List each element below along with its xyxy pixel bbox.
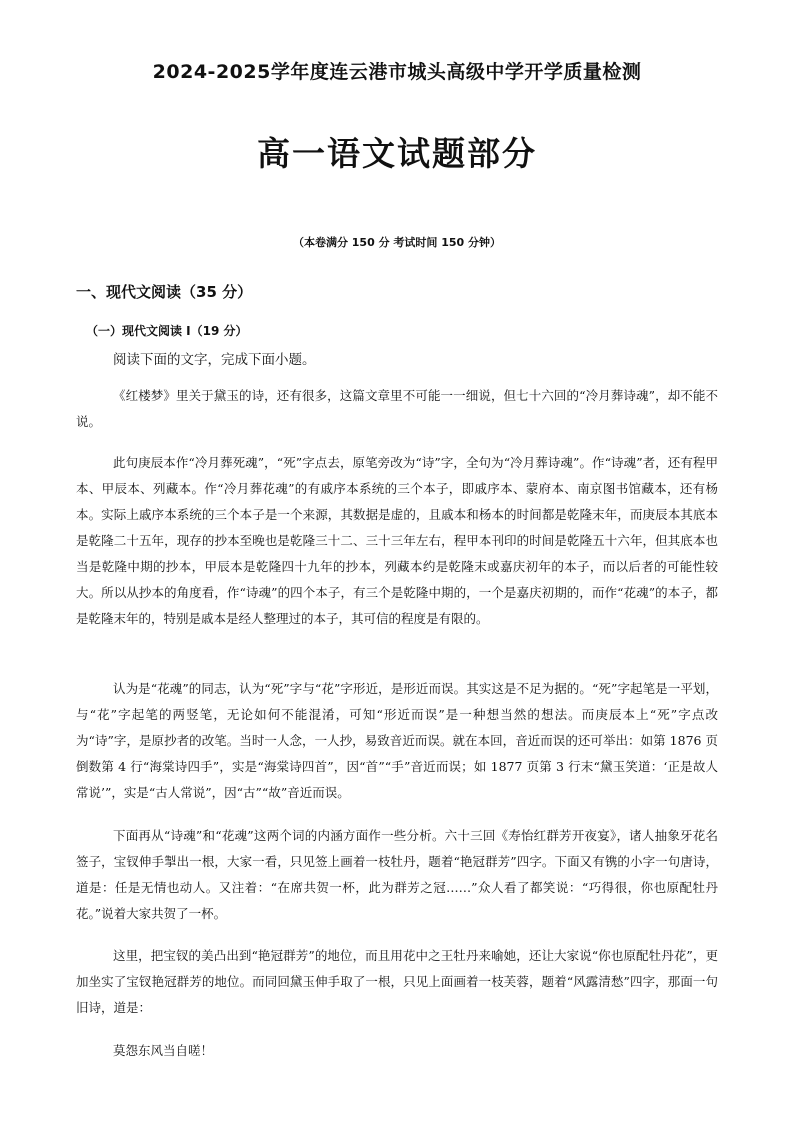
reading-instruction: 阅读下面的文字，完成下面小题。 [113, 352, 316, 368]
passage-paragraph-2: 此句庚辰本作“冷月葬死魂”，“死”字点去，原笔旁改为“诗”字，全句为“冷月葬诗魂”。作“诗魂”者，还有程甲本、甲辰本、列藏本。作“冷月葬花魂”的有戚序本系统的三个本子，即戚序本、蒙府本、南京图书馆藏本，还有杨本。实际上戚序本系统的三个本子是一个来源，其数据是虚的，且戚本和杨本的时间都是乾隆末年，而庚辰本其底本是乾隆二十五年，现存的抄本至晚也是乾隆三十二、三十三年左右，程甲本刊印的时间是乾隆五十六年，但其底本也当是乾隆中期的抄本，甲辰本是乾隆四十九年的抄本，列藏本约是乾隆末或嘉庆初年的本子，而以后者的可能性较大。所以从抄本的角度看，作“诗魂”的四个本子，有三个是乾隆中期的，一个是嘉庆初期的，而作“花魂”的本子，都是乾隆末年的，特别是戚本是经人整理过的本子，其可信的程度是有限的。 [76, 455, 718, 626]
exam-header: 2024-2025学年度连云港市城头高级中学开学质量检测 [152, 61, 642, 83]
exam-note: （本卷满分 150 分 考试时间 150 分钟） [292, 236, 502, 249]
poem-line: 莫怨东风当自嗟！ [113, 1043, 214, 1058]
page-title: 高一语文试题部分 [257, 134, 537, 173]
passage-paragraph-4: 下面再从“诗魂”和“花魂”这两个词的内涵方面作一些分析。六十三回《寿怡红群芳开夜宴》，诸人抽象牙花名签子，宝钗伸手掣出一根，大家一看，只见签上画着一枝牡丹，题着“艳冠群芳”四字。下面又有镌的小字一句唐诗，道是：任是无情也动人。又注着：“在席共贺一杯，此为群芳之冠……”众人看了都笑说：“巧得很，你也原配牡丹花。”说着大家共贺了一杯。 [76, 828, 718, 921]
passage-paragraph-3: 认为是“花魂”的同志，认为“死”字与“花”字形近，是形近而误。其实这是不足为据的。“死”字起笔是一平划，与“花”字起笔的两竖笔，无论如何不能混淆，可知“形近而误”是一种想当然的想法。而庚辰本上“死”字点改为“诗”字，是原抄者的改笔。当时一人念，一人抄，易致音近而误。就在本回，音近而误的还可举出：如第 1876 页倒数第 4 行“海棠诗四手”，实是“海棠诗四首”，因“首”“手”音近而误；如 1877 页第 3 行末“黛玉笑道：‘正是故人常说’”，实是“古人常说”，因“古”“故”音近而误。 [76, 681, 718, 800]
passage-paragraph-1: 《红楼梦》里关于黛玉的诗，还有很多，这篇文章里不可能一一细说，但七十六回的“冷月葬诗魂”，却不能不说。 [76, 388, 718, 429]
passage-paragraph-5: 这里，把宝钗的美凸出到“艳冠群芳”的地位，而且用花中之王牡丹来喻她，还让大家说“你也原配牡丹花”，更加坐实了宝钗艳冠群芳的地位。而同回黛玉伸手取了一根，只见上面画着一枝芙蓉，题着“风露清愁”四字，那面一句旧诗，道是： [76, 948, 718, 1015]
subsection-heading: （一）现代文阅读 I（19 分） [86, 324, 248, 338]
section-heading: 一、现代文阅读（35 分） [76, 283, 253, 301]
